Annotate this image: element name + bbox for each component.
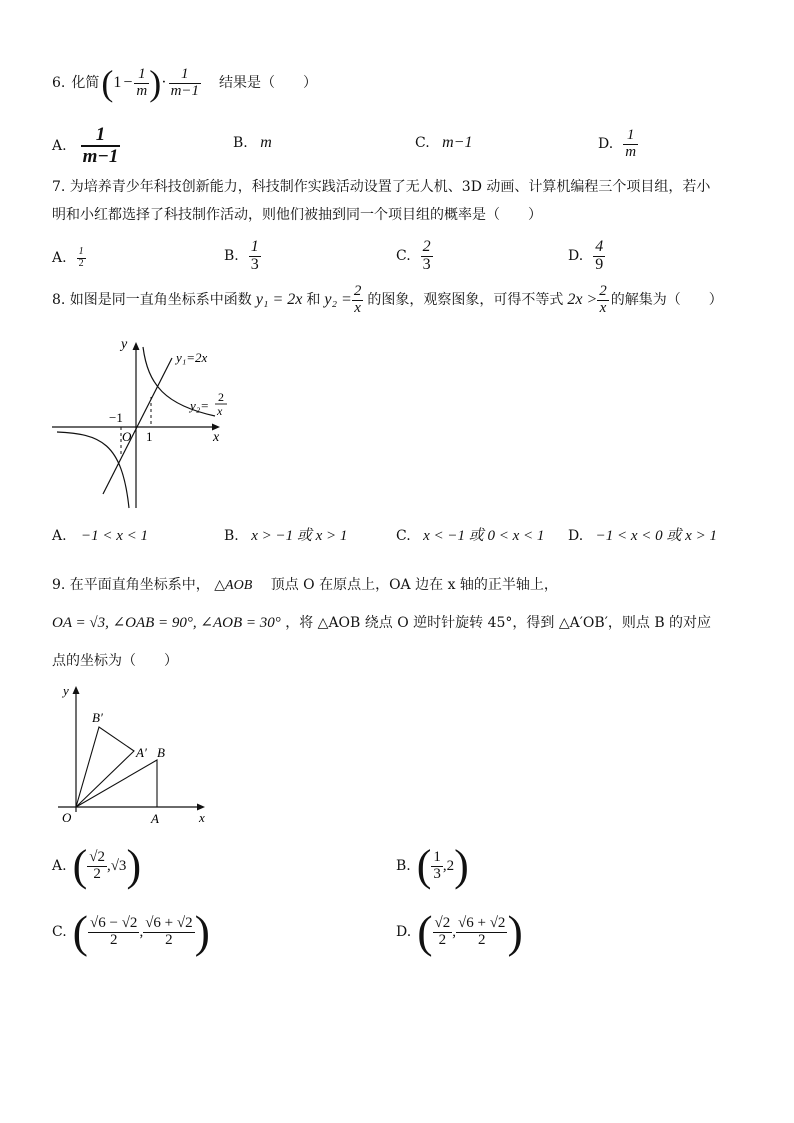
- tick-label-1: 1: [146, 429, 153, 444]
- option-label: B.: [233, 135, 248, 151]
- option-d[interactable]: [568, 527, 717, 545]
- option-c[interactable]: [415, 134, 472, 152]
- point-b1-label: B′: [92, 710, 103, 725]
- x-axis-label: x: [199, 810, 205, 825]
- option-label: C.: [396, 248, 411, 264]
- math-minus: −: [123, 74, 133, 91]
- question-text: 8. 如图是同一直角坐标系中函数: [52, 292, 252, 308]
- hyperbola-branch-negative: [57, 432, 129, 508]
- function-y2-lhs: y₂ =: [324, 291, 352, 308]
- fraction-1-over-m-minus-1: $\frac{1}{m-1}$: [170, 65, 200, 99]
- question-text: 和: [306, 292, 321, 308]
- question-9-line-2: OA = √3, ∠OAB = 90°, ∠AOB = 30° ，将 △AOB 绕点 O 逆时针旋转 45°，得到 △A′OB′，则点 B 的对应: [52, 615, 712, 631]
- option-a-text: −1 < x < 1: [81, 528, 149, 544]
- option-a-fraction: $\frac{1}{m-1}$: [82, 124, 119, 167]
- option-label: D.: [598, 136, 614, 152]
- fraction-1-over-m: $\frac{1}{m}$: [136, 65, 148, 99]
- option-label: B.: [224, 528, 239, 544]
- left-paren: (: [101, 63, 114, 103]
- option-d[interactable]: D. ( $\frac{√2}{2}$ , $\frac{√6 + √2}{2}$ ): [396, 906, 523, 957]
- option-c-text: x < −1 或 0 < x < 1: [423, 528, 545, 544]
- question-number: 6.: [52, 75, 66, 91]
- option-label: D.: [568, 248, 584, 264]
- option-c-text: m−1: [442, 134, 473, 151]
- y-axis-label: y: [121, 337, 128, 352]
- y-axis-label: y: [63, 683, 69, 698]
- option-label: B.: [224, 248, 239, 264]
- question-9-line-3: 点的坐标为（ ）: [52, 653, 178, 669]
- point-a1-label: A′: [136, 745, 147, 760]
- option-d-x: $\frac{√2}{2}$: [434, 914, 451, 948]
- label-y2-num: 2: [218, 390, 224, 404]
- question-text: 化简: [71, 75, 100, 91]
- option-b[interactable]: B. ( $\frac{1}{3}$ , 2 ): [396, 841, 469, 890]
- option-b[interactable]: [233, 134, 272, 152]
- line-y1: [103, 358, 172, 494]
- option-a[interactable]: [52, 242, 86, 274]
- label-y1: y₁=2x: [176, 350, 208, 365]
- point-a-label: A: [151, 811, 159, 826]
- option-d-y: $\frac{√6 + √2}{2}$: [458, 914, 506, 948]
- option-d-fraction: $\frac{1}{m}$: [625, 126, 637, 160]
- option-a[interactable]: [52, 527, 148, 545]
- option-a[interactable]: [52, 126, 120, 166]
- option-label: D.: [396, 924, 412, 940]
- option-b-text: m: [260, 134, 272, 151]
- option-b-fraction: $\frac{1}{3}$: [250, 237, 259, 273]
- origin-label: O: [122, 429, 132, 444]
- question-text: 的图象，观察图象，可得不等式: [367, 292, 564, 308]
- option-c[interactable]: [396, 236, 433, 276]
- question-7-line-1: 7. 为培养青少年科技创新能力，科技制作实践活动设置了无人机、3D 动画、计算机编程三个项目组，若小: [52, 179, 711, 195]
- function-graph: [50, 330, 240, 515]
- tick-label-neg1: −1: [109, 410, 123, 425]
- option-d-text: −1 < x < 0 或 x > 1: [595, 528, 717, 544]
- option-d[interactable]: [598, 124, 638, 164]
- option-b-x: $\frac{1}{3}$: [433, 848, 441, 882]
- question-text: 的解集为（ ）: [610, 292, 723, 308]
- option-d-fraction: $\frac{4}{9}$: [595, 237, 604, 273]
- option-label: A.: [52, 250, 67, 266]
- option-c-y: $\frac{√6 + √2}{2}$: [145, 914, 193, 948]
- label-y2-den: x: [217, 404, 223, 418]
- triangle-aob: [76, 760, 157, 807]
- function-y1: y₁ = 2x: [255, 291, 303, 308]
- option-a-x: $\frac{√2}{2}$: [89, 848, 105, 882]
- option-label: D.: [568, 528, 584, 544]
- option-b[interactable]: [224, 236, 261, 276]
- point-b-label: B: [157, 745, 165, 760]
- option-c[interactable]: C. ( $\frac{√6 - √2}{2}$ , $\frac{√6 + √2}{2}$ ): [52, 906, 210, 957]
- point-o-label: O: [62, 810, 72, 825]
- option-b[interactable]: [224, 527, 347, 545]
- option-b-y: 2: [446, 858, 455, 874]
- y-axis-arrow: [133, 342, 140, 350]
- question-7-line-2: 明和小红都选择了科技制作活动，则他们被抽到同一个项目组的概率是（ ）: [52, 207, 542, 223]
- option-label: A.: [52, 858, 67, 874]
- option-c[interactable]: [396, 527, 544, 545]
- option-a-y: √3: [110, 858, 127, 874]
- option-label: C.: [415, 135, 430, 151]
- option-c-x: $\frac{√6 - √2}{2}$: [90, 914, 138, 948]
- function-y2-fraction: $\frac{2}{x}$: [353, 282, 362, 316]
- y-axis-arrow: [73, 686, 80, 694]
- option-label: B.: [396, 858, 411, 874]
- math-one: 1: [113, 74, 122, 91]
- inequality-lhs: 2x >: [567, 291, 598, 308]
- option-label: A.: [52, 138, 67, 154]
- math-dot: ·: [161, 74, 167, 91]
- question-8-stem: [52, 280, 723, 320]
- question-6-stem: [52, 63, 317, 103]
- option-label: C.: [52, 924, 67, 940]
- option-b-text: x > −1 或 x > 1: [251, 528, 348, 544]
- triangle-a1ob1: [76, 727, 134, 807]
- option-c-fraction: $\frac{2}{3}$: [422, 237, 431, 273]
- option-a-fraction: $\frac{1}{2}$: [78, 246, 84, 269]
- option-a[interactable]: A. ( $\frac{√2}{2}$ , √3 ): [52, 841, 142, 890]
- inequality-fraction: $\frac{2}{x}$: [599, 282, 607, 316]
- question-9-line-1: 9. 在平面直角坐标系中， △AOB 顶点 O 在原点上，OA 边在 x 轴的正半轴上，: [52, 577, 558, 593]
- right-paren: ): [149, 63, 162, 103]
- option-label: A.: [52, 528, 67, 544]
- option-label: C.: [396, 528, 411, 544]
- triangle-rotation-graph: [52, 682, 222, 827]
- option-d[interactable]: [568, 236, 605, 276]
- x-axis-label: x: [213, 430, 220, 445]
- label-y2-lhs: y₂=: [190, 398, 210, 413]
- question-text-suffix: 结果是（ ）: [219, 75, 318, 91]
